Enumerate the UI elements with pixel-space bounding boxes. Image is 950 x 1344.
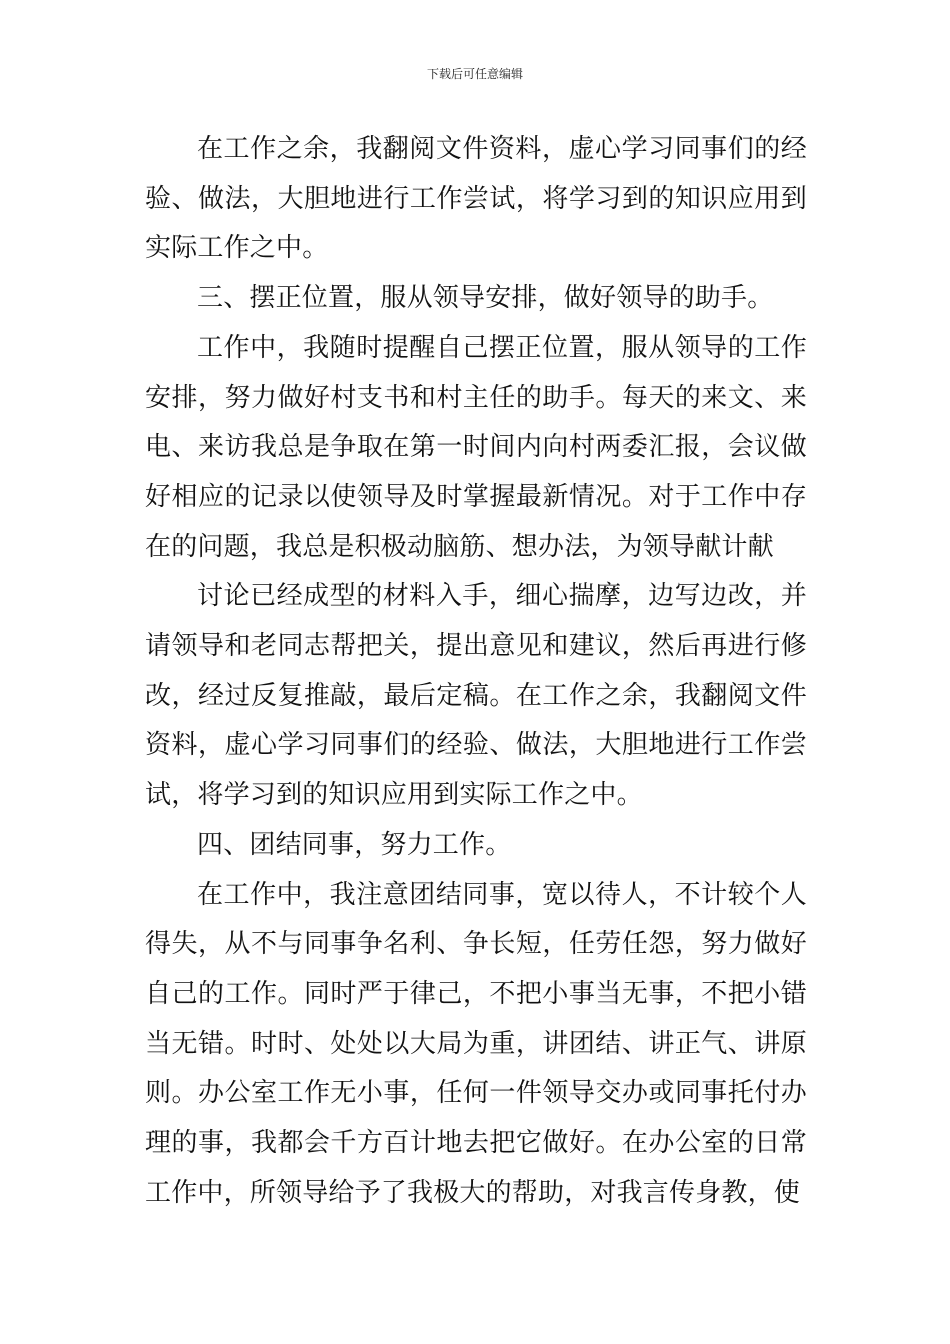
document-body: [145, 125, 807, 1218]
section-heading-3: 三、摆正位置，服从领导安排，做好领导的助手。: [197, 283, 774, 314]
paragraph-work-study: 在工作之余，我翻阅文件资料，虚心学习同事们的经验、做法，大胆地进行工作尝试，将学习到的知识应用到实际工作之中。: [145, 134, 807, 264]
paragraph-unite-colleagues: 在工作中，我注意团结同事，宽以待人，不计较个人得失，从不与同事争名利、争长短，任劳任怨，努力做好自己的工作。同时严于律己，不把小事当无事，不把小错当无错。时时、处处以大局为重，讲团结、讲正气、讲原则。办公室工作无小事，任何一件领导交办或同事托付办理的事，我都会千方百计地去把它做好。在办公室的日常工作中，所领导给予了我极大的帮助，对我言传身教，使: [145, 879, 807, 1208]
paragraph-assist-leaders: 工作中，我随时提醒自己摆正位置，服从领导的工作安排，努力做好村支书和村主任的助手。每天的来文、来电、来访我总是争取在第一时间内向村两委汇报，会议做好相应的记录以使领导及时掌握最新情况。对于工作中存在的问题，我总是积极动脑筋、想办法，为领导献计献: [145, 332, 807, 562]
section-heading-4: 四、团结同事，努力工作。: [197, 829, 512, 860]
paragraph-drafting-materials: 讨论已经成型的材料入手，细心揣摩，边写边改，并请领导和老同志帮把关，提出意见和建议，然后再进行修改，经过反复推敲，最后定稿。在工作之余，我翻阅文件资料，虚心学习同事们的经验、做法，大胆地进行工作尝试，将学习到的知识应用到实际工作之中。: [145, 581, 807, 811]
page-header-note: 下载后可任意编辑: [426, 67, 523, 81]
